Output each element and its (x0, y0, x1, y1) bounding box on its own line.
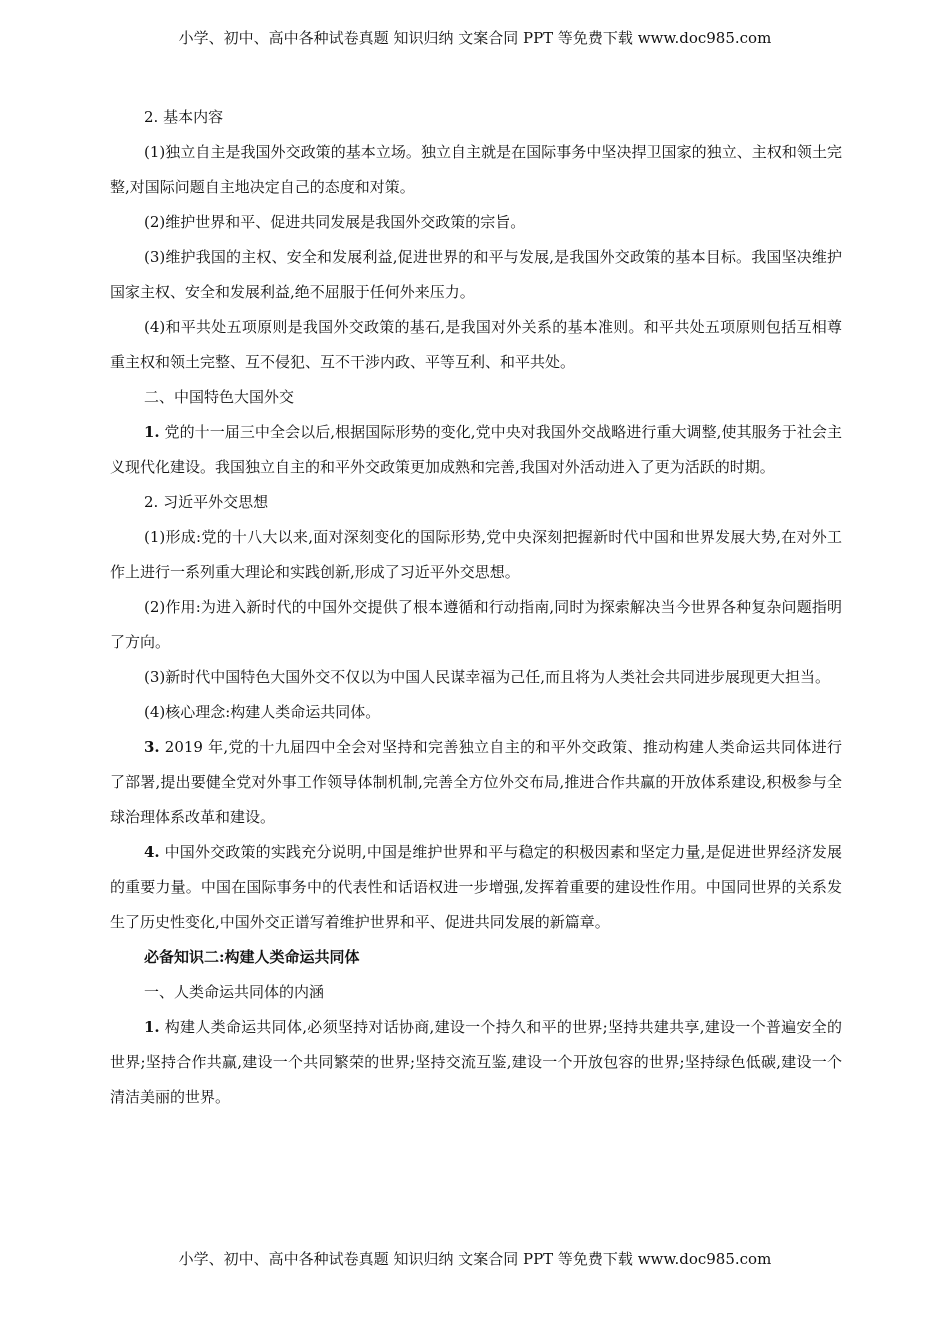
paragraph-basic-goal: (3)维护我国的主权、安全和发展利益,促进世界的和平与发展,是我国外交政策的基本目标。我国坚决维护国家主权、安全和发展利益,绝不屈服于任何外来压力。 (110, 248, 842, 301)
paragraph-text: 2019 年,党的十九届四中全会对坚持和完善独立自主的和平外交政策、推动构建人类命运共同体进行了部署,提出要健全党对外事工作领导体制机制,完善全方位外交布局,推进合作共赢的开放体系建设,积极参与全球治理体系改革和建设。 (110, 738, 842, 826)
page-footer: 小学、初中、高中各种试卷真题 知识归纳 文案合同 PPT 等免费下载 www.doc985.com (178, 1250, 772, 1268)
paragraph-formation: (1)形成:党的十八大以来,面对深刻变化的国际形势,党中央深刻把握新时代中国和世界发展大势,在对外工作上进行一系列重大理论和实践创新,形成了习近平外交思想。 (110, 528, 842, 581)
item-number: 1. (144, 423, 160, 441)
paragraph-purpose: (2)维护世界和平、促进共同发展是我国外交政策的宗旨。 (144, 213, 526, 231)
section-heading-xi-diplomacy-thought: 2. 习近平外交思想 (144, 493, 269, 511)
paragraph-third-plenum (110, 415, 842, 485)
paragraph-five-principles: (4)和平共处五项原则是我国外交政策的基石,是我国对外关系的基本准则。和平共处五项原则包括互相尊重主权和领土完整、互不侵犯、互不干涉内政、平等互利、和平共处。 (110, 318, 842, 371)
section-heading-major-country-diplomacy: 二、中国特色大国外交 (144, 388, 295, 406)
paragraph-new-era-diplomacy: (3)新时代中国特色大国外交不仅以为中国人民谋幸福为己任,而且将为人类社会共同进步展现更大担当。 (144, 668, 831, 686)
paragraph-text: 构建人类命运共同体,必须坚持对话协商,建设一个持久和平的世界;坚持共建共享,建设一个普遍安全的世界;坚持合作共赢,建设一个共同繁荣的世界;坚持交流互鉴,建设一个开放包容的世界;坚持绿色低碳,建设一个清洁美丽的世界。 (110, 1018, 842, 1106)
paragraph-fourth-plenum-2019 (110, 730, 842, 835)
paragraph-practice (110, 835, 842, 940)
paragraph-role: (2)作用:为进入新时代的中国外交提供了根本遵循和行动指南,同时为探索解决当今世界各种复杂问题指明了方向。 (110, 598, 842, 651)
section-heading-basic-content: 2. 基本内容 (144, 108, 224, 126)
item-number: 1. (144, 1018, 160, 1036)
document-body (110, 100, 842, 1115)
paragraph-core-concept: (4)核心理念:构建人类命运共同体。 (144, 703, 381, 721)
item-number: 3. (144, 738, 160, 756)
section-heading-connotation: 一、人类命运共同体的内涵 (144, 983, 325, 1001)
item-number: 4. (144, 843, 160, 861)
paragraph-text: 中国外交政策的实践充分说明,中国是维护世界和平与稳定的积极因素和坚定力量,是促进世界经济发展的重要力量。中国在国际事务中的代表性和话语权进一步增强,发挥着重要的建设性作用。中国同世界的关系发生了历史性变化,中国外交正谱写着维护世界和平、促进共同发展的新篇章。 (110, 843, 842, 931)
paragraph-independence: (1)独立自主是我国外交政策的基本立场。独立自主就是在国际事务中坚决捍卫国家的独立、主权和领土完整,对国际问题自主地决定自己的态度和对策。 (110, 143, 842, 196)
section-heading-knowledge-two: 必备知识二:构建人类命运共同体 (144, 948, 360, 966)
page-header: 小学、初中、高中各种试卷真题 知识归纳 文案合同 PPT 等免费下载 www.doc985.com (178, 29, 772, 47)
paragraph-five-worlds (110, 1010, 842, 1115)
paragraph-text: 党的十一届三中全会以后,根据国际形势的变化,党中央对我国外交战略进行重大调整,使其服务于社会主义现代化建设。我国独立自主的和平外交政策更加成熟和完善,我国对外活动进入了更为活跃的时期。 (110, 423, 842, 476)
